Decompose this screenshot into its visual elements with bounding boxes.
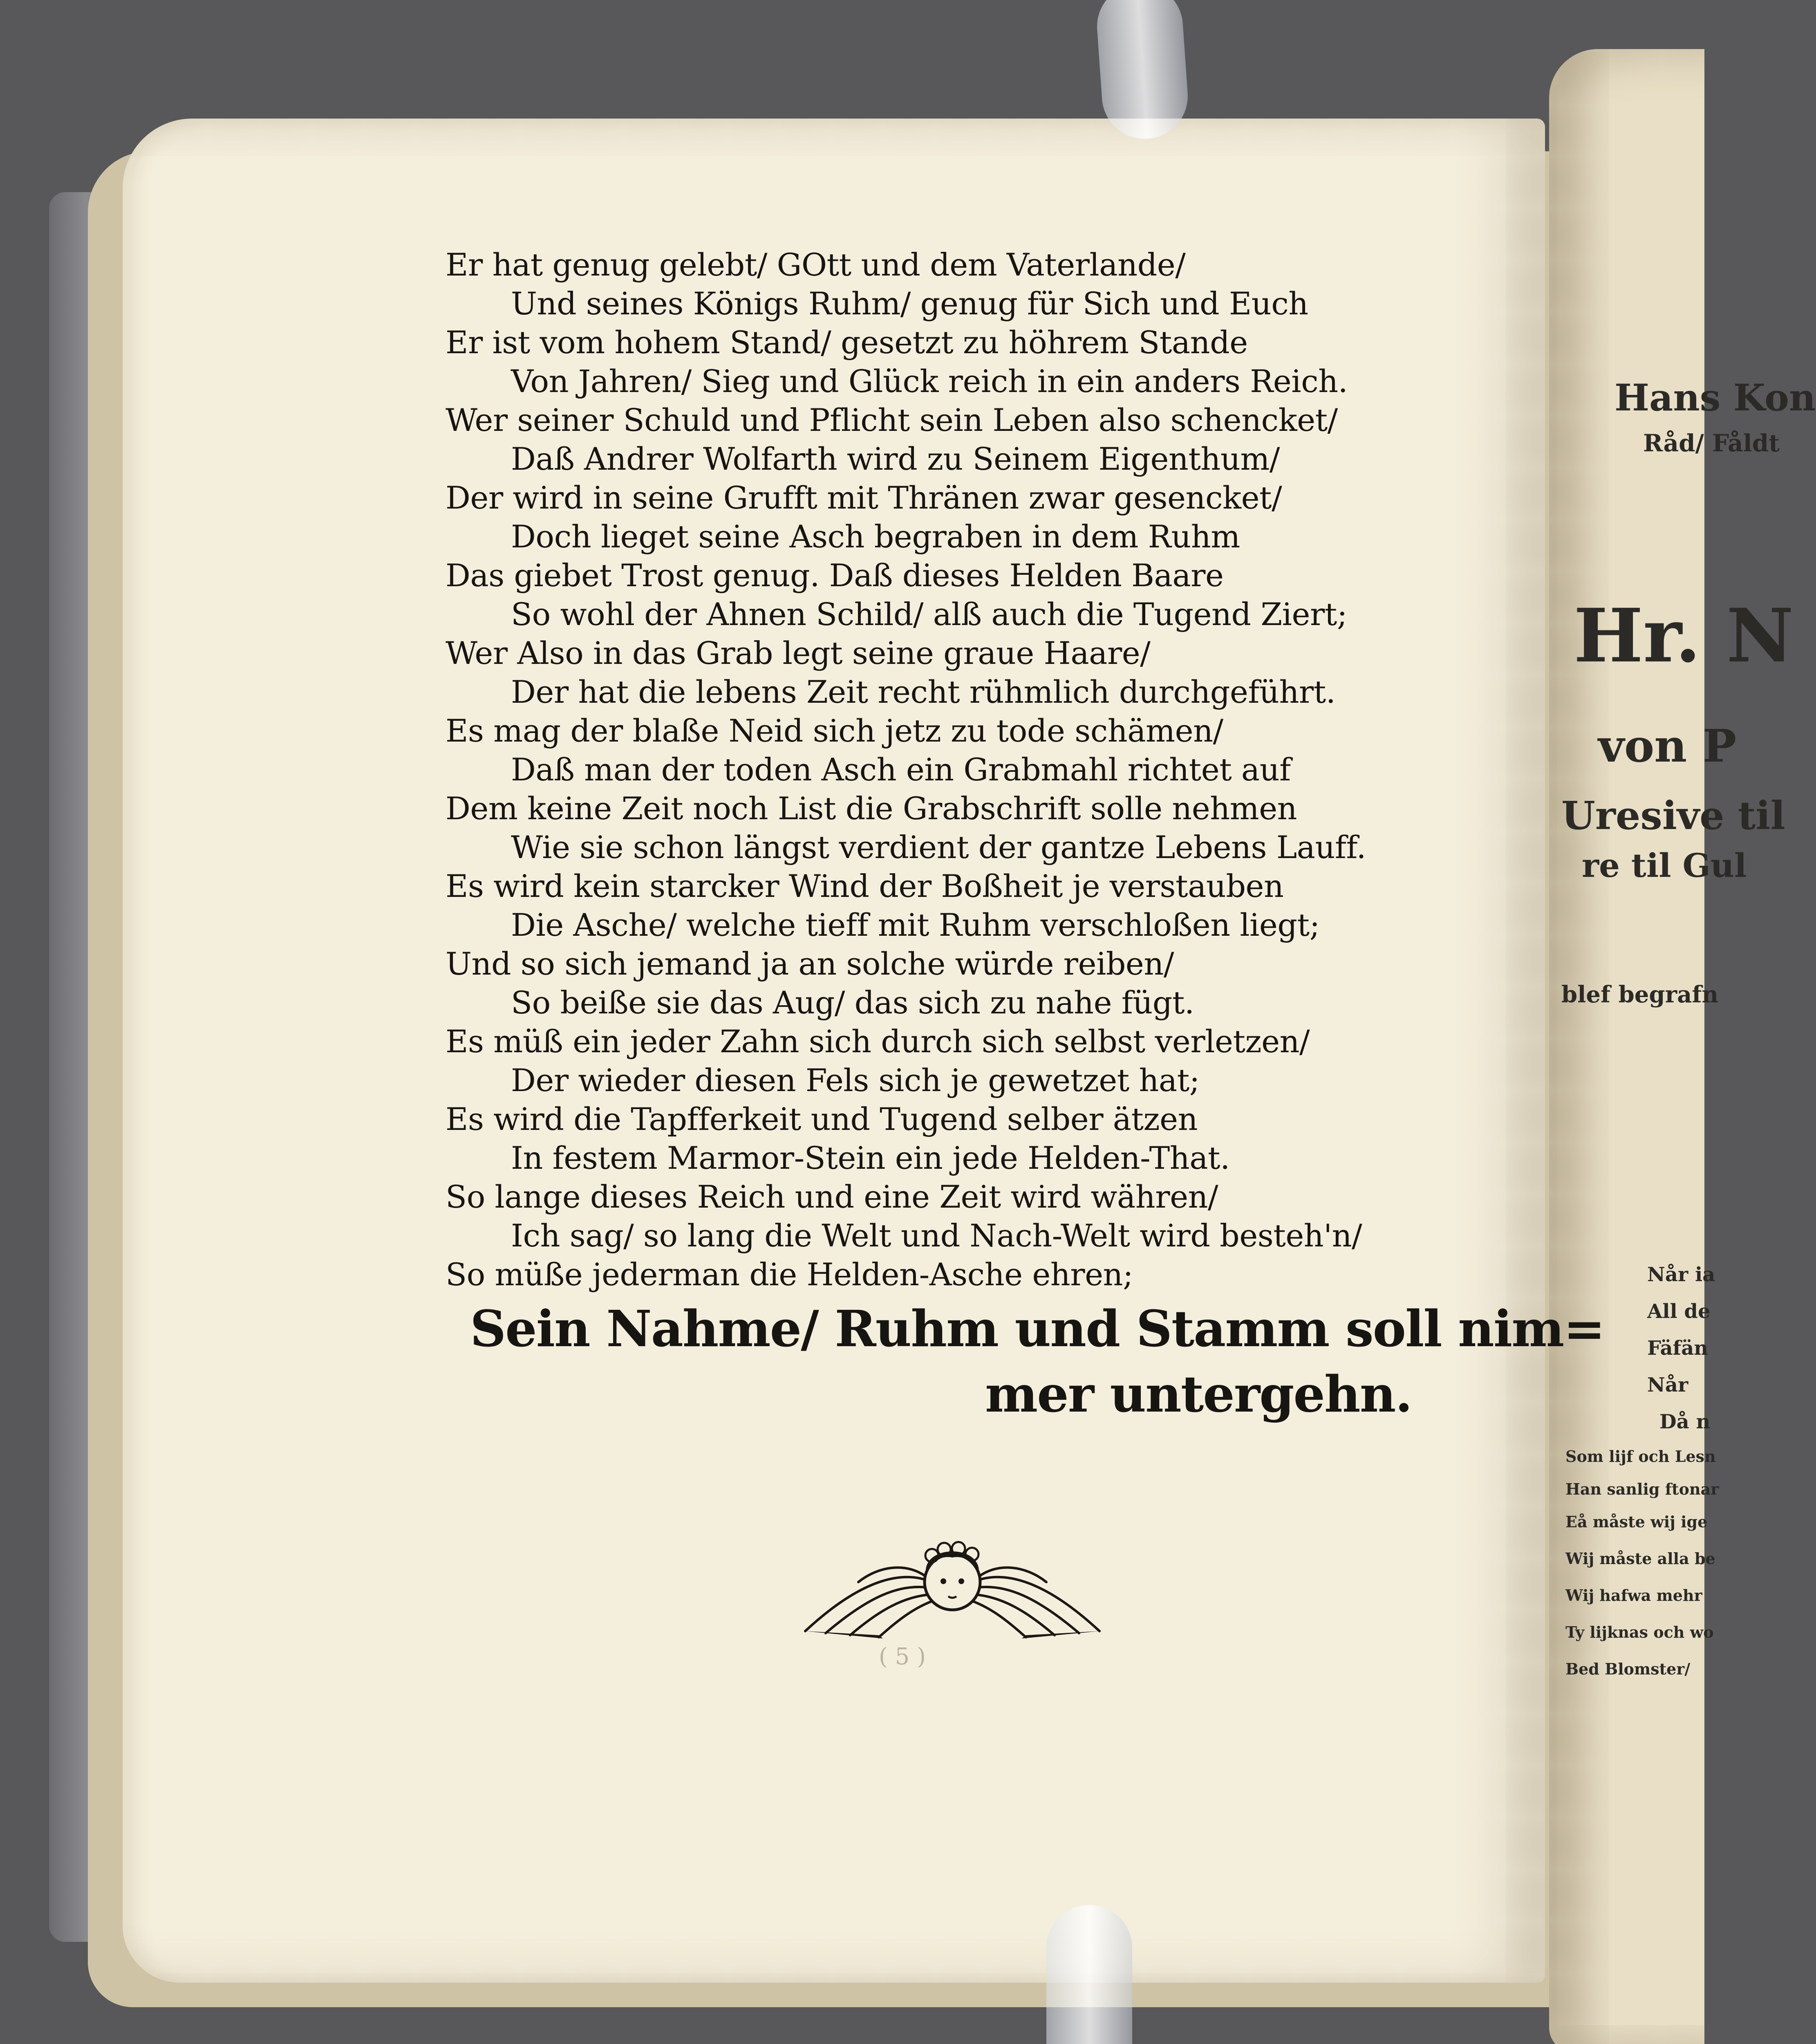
right-line: Råd/ Fåldt: [1643, 429, 1780, 457]
poem-line: So beiße sie das Aug/ das sich zu nahe fügt.: [511, 984, 1194, 1021]
poem-line: Der hat die lebens Zeit recht rühmlich durchgeführt.: [511, 674, 1336, 710]
poem-line: Es wird kein starcker Wind der Boßheit je verstauben: [446, 868, 1284, 904]
poem-line: Ich sag/ so lang die Welt und Nach-Welt wird besteh'n/: [511, 1217, 1362, 1254]
right-line: von P: [1598, 719, 1737, 772]
poem-line: Er ist vom hohem Stand/ gesetzt zu höhrem Stande: [446, 324, 1248, 361]
poem-line: Es wird die Tapfferkeit und Tugend selber ätzen: [446, 1101, 1198, 1137]
poem-final-line: Sein Nahme/ Ruhm und Stamm soll nim=: [470, 1299, 1605, 1358]
cherub-ornament: [797, 1521, 1108, 1643]
right-line: Fäfän: [1647, 1337, 1709, 1360]
poem-line: Der wird in seine Grufft mit Thränen zwar gesencket/: [446, 480, 1282, 516]
right-line: Hr. N: [1574, 593, 1794, 679]
poem-line: So lange dieses Reich und eine Zeit wird währen/: [446, 1179, 1218, 1215]
right-line: Då n: [1659, 1410, 1711, 1433]
right-line: Hans Kon: [1614, 376, 1816, 419]
right-line: Wij hafwa mehr: [1565, 1586, 1702, 1605]
poem-line: So müße jederman die Helden-Asche ehren;: [446, 1256, 1133, 1293]
right-line: All de: [1647, 1300, 1711, 1323]
poem-line: Das giebet Trost genug. Daß dieses Helden Baare: [446, 557, 1224, 594]
poem-line: Es müß ein jeder Zahn sich durch sich selbst verletzen/: [446, 1023, 1310, 1060]
poem-line: So wohl der Ahnen Schild/ alß auch die Tugend Ziert;: [511, 596, 1347, 632]
right-page-text: [1549, 49, 1816, 2044]
poem-line: Und seines Königs Ruhm/ genug für Sich und Euch: [511, 285, 1308, 322]
poem-line: Die Asche/ welche tieff mit Ruhm verschloßen liegt;: [511, 907, 1320, 943]
right-line: Ty lijknas och wo: [1565, 1623, 1714, 1641]
right-line: Bed Blomster/: [1565, 1660, 1691, 1678]
poem-line: Doch lieget seine Asch begraben in dem Ruhm: [511, 518, 1240, 555]
right-line: Han sanlig ftonar: [1565, 1480, 1719, 1498]
poem-line: Daß Andrer Wolfarth wird zu Seinem Eigenthum/: [511, 441, 1280, 477]
poem-line: Wie sie schon längst verdient der gantze Lebens Lauff.: [511, 829, 1366, 865]
poem-line: Von Jahren/ Sieg und Glück reich in ein anders Reich.: [511, 363, 1348, 399]
poem-line: Wer seiner Schuld und Pflicht sein Leben also schencket/: [446, 402, 1338, 438]
right-line: Uresive til: [1561, 793, 1785, 838]
poem-final-line-continued: mer untergehn.: [985, 1365, 1412, 1423]
right-line: Wij måste alla be: [1565, 1549, 1715, 1568]
right-line: Når ia: [1647, 1263, 1715, 1286]
poem-line: Es mag der blaße Neid sich jetz zu tode schämen/: [446, 713, 1223, 749]
right-line: re til Gul: [1582, 846, 1747, 885]
right-line: blef begrafn: [1561, 981, 1719, 1008]
page-number: ( 5 ): [879, 1643, 926, 1670]
right-line: Når: [1647, 1374, 1688, 1396]
poem-line: Dem keine Zeit noch List die Grabschrift solle nehmen: [446, 790, 1297, 827]
book-clip-bottom: [1046, 1905, 1132, 2044]
poem-line: Und so sich jemand ja an solche würde reiben/: [446, 946, 1174, 982]
right-line: Eå måste wij ige: [1565, 1513, 1708, 1531]
poem-line: Der wieder diesen Fels sich je gewetzet hat;: [511, 1062, 1200, 1098]
poem-line: Er hat genug gelebt/ GOtt und dem Vaterlande/: [446, 247, 1186, 283]
right-line: Som lijf och Lesn: [1565, 1447, 1716, 1466]
poem-line: Daß man der toden Asch ein Grabmahl richtet auf: [511, 751, 1291, 788]
right-page: [1549, 49, 1816, 2044]
poem-line: Wer Also in das Grab legt seine graue Haare/: [446, 635, 1151, 671]
poem-line: In festem Marmor-Stein ein jede Helden-That.: [511, 1140, 1230, 1176]
